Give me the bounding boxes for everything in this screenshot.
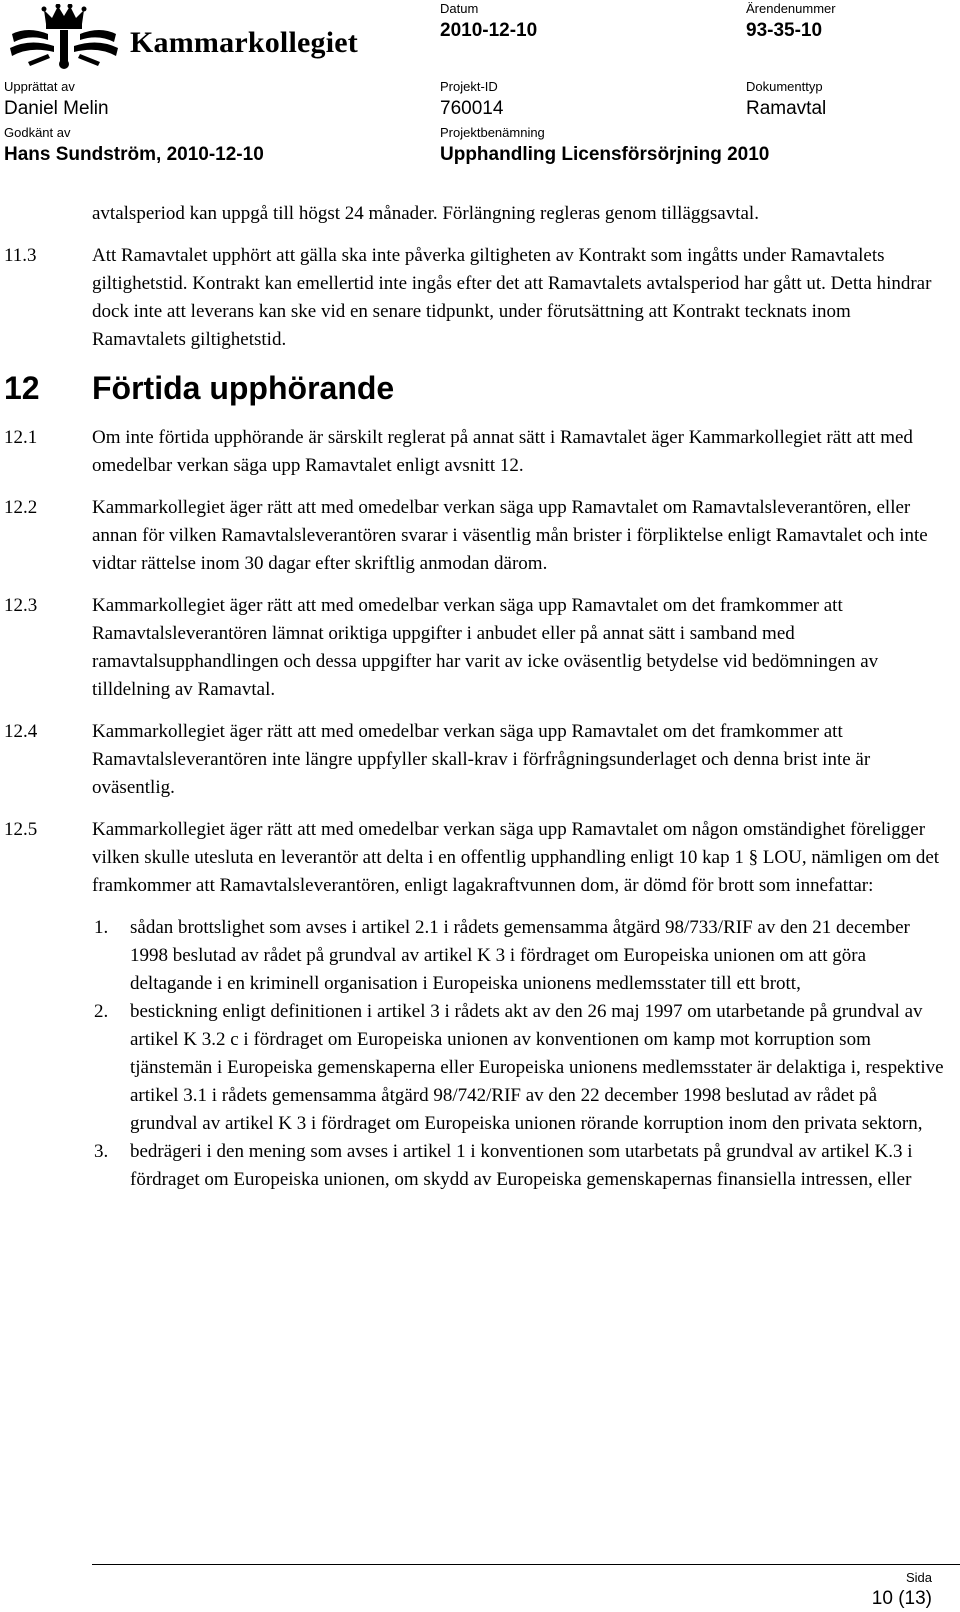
section-12-5 <box>0 816 945 900</box>
section-12-4 <box>0 718 945 802</box>
section-text: Kammarkollegiet äger rätt att med omedelbar verkan säga upp Ramavtalet om det framkommer att Ramavtalsleverantören lämnat oriktiga uppgifter i anbudet eller på annat sätt i samband med ramavtalsupphandlingen och dessa uppgifter har varit av icke oväsentlig betydelse vid bedömningen av tilldelning av Ramavtal. <box>92 595 879 700</box>
intro-paragraph <box>0 200 945 228</box>
section-12-1 <box>0 424 945 480</box>
crown-emblem-icon <box>8 4 120 70</box>
list-item <box>94 914 945 998</box>
datum-label: Datum <box>440 1 479 16</box>
section-text: Om inte förtida upphörande är särskilt reglerat på annat sätt i Ramavtalet äger Kammarkollegiet rätt att med omedelbar verkan säga upp Ramavtalet enligt avsnitt 12. <box>92 427 913 476</box>
document-header <box>0 0 960 180</box>
godkant-value: Hans Sundström, 2010-12-10 <box>4 144 264 165</box>
dokumenttyp-value: Ramavtal <box>746 98 827 119</box>
upprattat-value: Daniel Melin <box>4 98 109 119</box>
list-item-text: bestickning enligt definitionen i artikel 3 i rådets akt av den 26 maj 1997 om utarbetande på grundval av artikel K 3.2 c i fördraget om Europeiska unionen av konventionen om kamp mot korruption som tjänstemän i Europeiska gemenskaperna eller Europeiska unionens medlemsstater är delaktiga i, respektive artikel 3.1 i rådets gemensamma åtgärd 98/742/RIF av den 22 december 1998 beslutad av rådet på grundval av artikel K 3 i fördraget om Europeiska unionen rörande korruption inom den privata sektorn, <box>130 1001 944 1134</box>
datum-field <box>440 2 537 42</box>
section-number: 11.3 <box>4 245 37 266</box>
section-12-2 <box>0 494 945 578</box>
section-text: Att Ramavtalet upphört att gälla ska inte påverka giltigheten av Kontrakt som ingåtts under Ramavtalets giltighetstid. Kontrakt kan emellertid inte ingås efter det att Ramavtalets avtalsperiod har gått ut. Detta hindrar dock inte att leverans kan ske vid en senare tidpunkt, under förutsättning att Kontrakt tecknats inom Ramavtalets giltighetstid. <box>92 245 932 350</box>
kammarkollegiet-logo <box>8 4 358 74</box>
godkant-label: Godkänt av <box>4 125 71 140</box>
projektbenamning-label: Projektbenämning <box>440 125 545 140</box>
projektid-field <box>440 80 503 120</box>
heading-title: Förtida upphörande <box>92 370 395 406</box>
list-item <box>94 1138 945 1194</box>
page-label: Sida <box>905 1570 932 1585</box>
section-text: Kammarkollegiet äger rätt att med omedelbar verkan säga upp Ramavtalet om Ramavtalsleverantören, eller annan för vilken Ramavtalsleverantören svarar i väsentlig mån brister i förpliktelse enligt Ramavtalet och inte vidtar rättelse inom 30 dagar efter skriftlig anmodan därom. <box>92 497 928 574</box>
section-number: 12.3 <box>4 595 38 616</box>
numbered-list <box>0 914 945 1194</box>
arendenummer-value: 93-35-10 <box>746 20 823 41</box>
section-11-3 <box>0 242 945 354</box>
list-item-number: 3. <box>94 1141 109 1162</box>
dokumenttyp-label: Dokumenttyp <box>746 79 823 94</box>
intro-text: avtalsperiod kan uppgå till högst 24 månader. Förlängning regleras genom tilläggsavtal. <box>92 203 759 224</box>
arendenummer-field <box>746 2 836 42</box>
section-heading <box>0 368 960 408</box>
projektid-value: 760014 <box>440 98 504 119</box>
list-item-number: 2. <box>94 1001 109 1022</box>
section-text: Kammarkollegiet äger rätt att med omedelbar verkan säga upp Ramavtalet om det framkommer att Ramavtalsleverantören inte längre uppfyller skall-krav i förfrågningsunderlaget och denna brist inte är oväsentlig. <box>92 721 871 798</box>
section-number: 12.4 <box>4 721 38 742</box>
projektid-label: Projekt-ID <box>440 79 498 94</box>
list-item-text: bedrägeri i den mening som avses i artikel 1 i konventionen som utarbetats på grundval av artikel K.3 i fördraget om Europeiska unionen, om skydd av Europeiska gemenskapernas finansiella intressen, eller <box>130 1141 913 1190</box>
list-item-text: sådan brottslighet som avses i artikel 2.1 i rådets gemensamma åtgärd 98/733/RIF av den 21 december 1998 beslutad av rådet på grundval av artikel K 3 i fördraget om Europeiska unionen om att göra deltagande i en kriminell organisation i Europeiska unionens medlemsstater till ett brott, <box>130 917 910 994</box>
datum-value: 2010-12-10 <box>440 20 538 41</box>
dokumenttyp-field <box>746 80 826 120</box>
section-number: 12.1 <box>4 427 38 448</box>
document-body <box>0 200 960 1194</box>
list-item-number: 1. <box>94 917 109 938</box>
section-text: Kammarkollegiet äger rätt att med omedelbar verkan säga upp Ramavtalet om någon omständighet föreligger vilken skulle utesluta en leverantör att delta i en offentlig upphandling enligt 10 kap 1 § LOU, nämligen om det framkommer att Ramavtalsleverantören, enligt lagakraftvunnen dom, är dömd för brott som innefattar: <box>92 819 940 896</box>
section-number: 12.5 <box>4 819 38 840</box>
footer-divider <box>92 1564 960 1565</box>
projektbenamning-field <box>440 126 769 166</box>
arendenummer-label: Ärendenummer <box>746 1 836 16</box>
page-number: 10 (13) <box>871 1588 932 1609</box>
org-name: Kammarkollegiet <box>130 26 358 59</box>
heading-number: 12 <box>4 370 40 406</box>
upprattat-label: Upprättat av <box>4 79 75 94</box>
section-12-3 <box>0 592 945 704</box>
upprattat-field <box>4 80 109 120</box>
godkant-field <box>4 126 264 166</box>
section-number: 12.2 <box>4 497 38 518</box>
projektbenamning-value: Upphandling Licensförsörjning 2010 <box>440 144 770 165</box>
list-item <box>94 998 945 1138</box>
